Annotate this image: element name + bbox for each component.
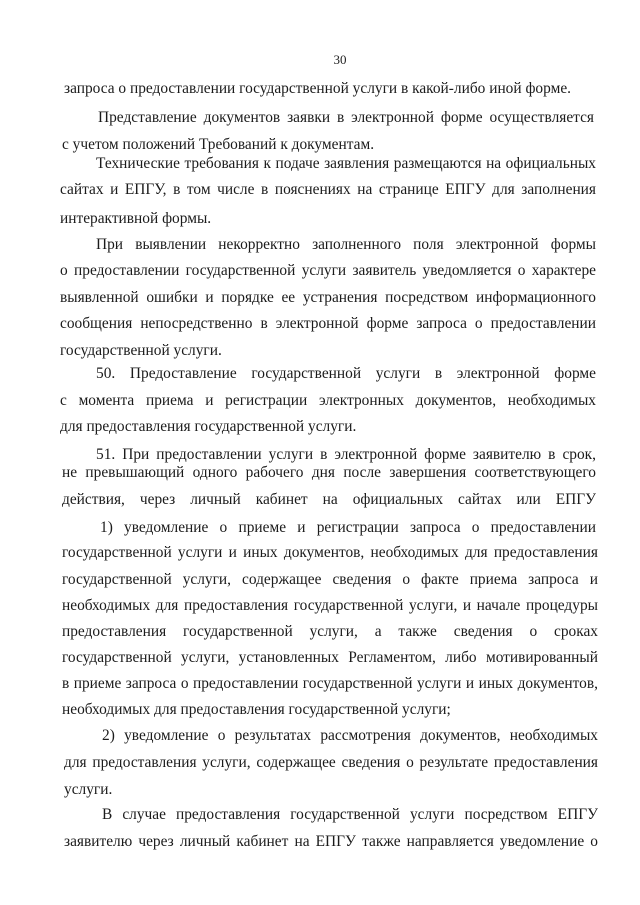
text-line: государственной услуги, содержащее сведения о факте приема запроса и bbox=[62, 571, 598, 588]
text-line: для предоставления услуги, содержащее сведения о результате предоставления bbox=[64, 754, 598, 771]
text-line: 2) уведомление о результатах рассмотрения документов, необходимых bbox=[102, 727, 598, 744]
text-line: 51. При предоставлении услуги в электронной форме заявителю в срок, bbox=[96, 446, 596, 463]
text-line: действия, через личный кабинет на официальных сайтах или ЕПГУ bbox=[62, 491, 596, 508]
text-line: государственной услуги, установленных Регламентом, либо мотивированный bbox=[62, 649, 598, 666]
text-line: сообщения непосредственно в электронной форме запроса о предоставлении bbox=[60, 315, 596, 332]
text-line: необходимых для предоставления государственной услуги, и начале процедуры bbox=[62, 597, 598, 614]
text-line: для предоставления государственной услуги. bbox=[60, 418, 357, 435]
text-line: Представление документов заявки в электронной форме осуществляется bbox=[98, 109, 594, 126]
text-line: не превышающий одного рабочего дня после завершения соответствующего bbox=[62, 464, 596, 481]
text-line: услуги. bbox=[64, 781, 113, 798]
text-line: в приеме запроса о предоставлении государственной услуги и иных документов, bbox=[62, 675, 598, 692]
text-line: государственной услуги. bbox=[60, 342, 222, 359]
text-line: государственной услуги и иных документов, необходимых для предоставления bbox=[62, 544, 598, 561]
text-line: предоставления государственной услуги, а также сведения о сроках bbox=[62, 623, 598, 640]
text-line: В случае предоставления государственной услуги посредством ЕПГУ bbox=[102, 806, 598, 823]
text-line: 1) уведомление о приеме и регистрации запроса о предоставлении bbox=[100, 519, 596, 536]
text-line: с учетом положений Требований к документам. bbox=[62, 136, 375, 153]
text-line: заявителю через личный кабинет на ЕПГУ также направляется уведомление о bbox=[64, 833, 598, 850]
text-line: 50. Предоставление государственной услуги в электронной форме bbox=[96, 365, 596, 382]
text-line: о предоставлении государственной услуги заявитель уведомляется о характере bbox=[60, 262, 596, 279]
text-line: запроса о предоставлении государственной услуги в какой-либо иной форме. bbox=[64, 80, 572, 97]
text-line: необходимых для предоставления государственной услуги; bbox=[62, 701, 451, 718]
text-line: интерактивной формы. bbox=[60, 210, 212, 227]
text-line: с момента приема и регистрации электронных документов, необходимых bbox=[60, 392, 596, 409]
text-line: выявленной ошибки и порядке ее устранения посредством информационного bbox=[60, 289, 596, 306]
text-line: При выявлении некорректно заполненного поля электронной формы bbox=[96, 236, 596, 253]
text-line: Технические требования к подаче заявления размещаются на официальных bbox=[96, 155, 596, 172]
page-number: 30 bbox=[333, 52, 347, 67]
text-line: сайтах и ЕПГУ, в том числе в пояснениях на странице ЕПГУ для заполнения bbox=[60, 181, 596, 198]
